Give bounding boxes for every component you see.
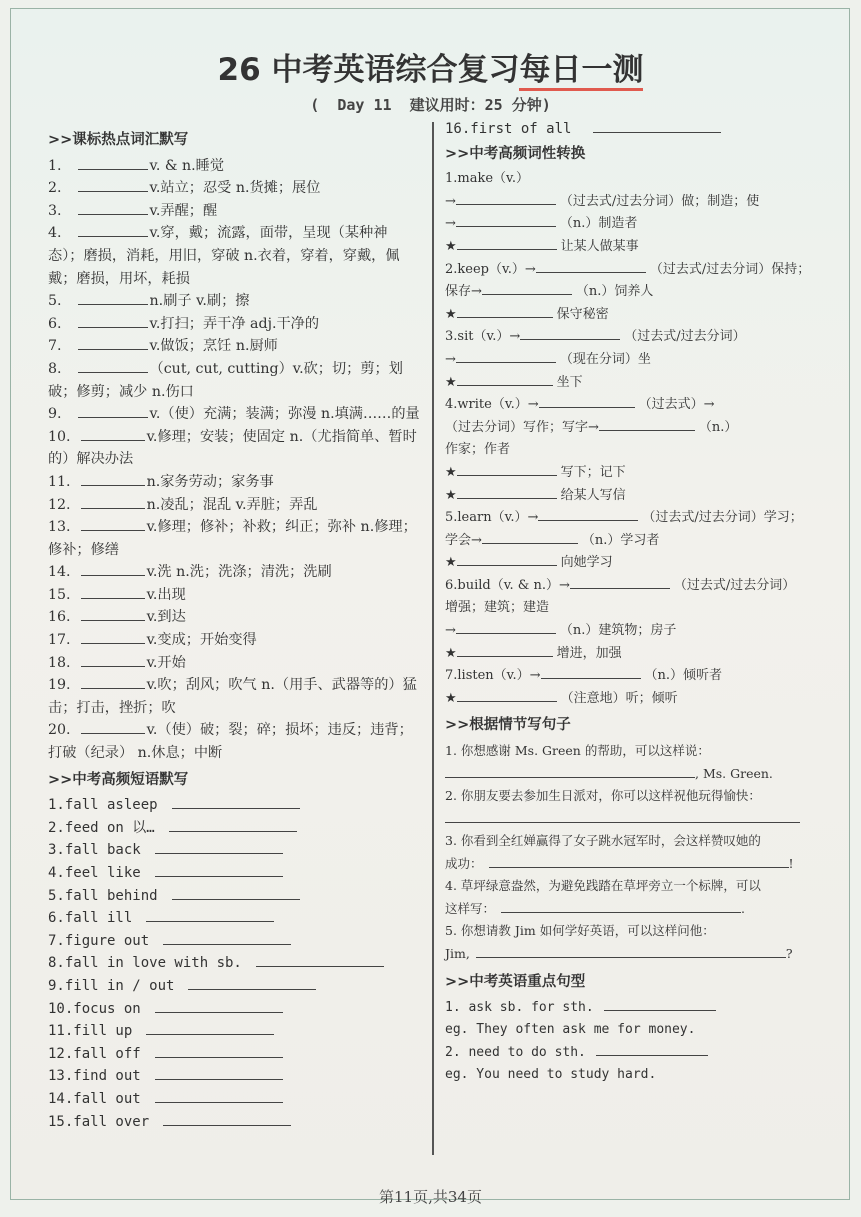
phrase-heading: >>中考高频短语默写 (48, 771, 189, 788)
vocab-list (48, 155, 420, 765)
vocab-item (48, 155, 420, 178)
pos-heading: >>中考高频词性转换 (445, 145, 586, 162)
phrase-text: 8.fall in love with sb. (48, 955, 242, 972)
answer-blank[interactable] (593, 119, 721, 133)
vocab-item (48, 200, 420, 223)
wordform-line (445, 620, 830, 643)
line-suffix: （过去式）→ (638, 397, 715, 413)
phrase-list (48, 794, 420, 1133)
column-divider (432, 122, 434, 1155)
vocab-item (48, 629, 420, 652)
vocab-item (48, 516, 420, 561)
phrase-item (48, 839, 420, 862)
answer-blank[interactable] (146, 908, 274, 922)
line-suffix: （过去式/过去分词） (673, 577, 796, 593)
item-number: 2. (48, 180, 62, 197)
answer-blank[interactable] (456, 213, 556, 227)
item-number: 13. (48, 519, 71, 536)
line-prefix: ★ (445, 238, 457, 254)
answer-blank[interactable] (457, 485, 557, 499)
answer-prefix: Jim, (445, 945, 470, 961)
answer-blank[interactable] (599, 417, 695, 431)
wordform-line (445, 259, 830, 282)
answer-blank[interactable] (457, 236, 557, 250)
answer-blank[interactable] (81, 517, 145, 531)
wordform-line (445, 213, 830, 236)
item-number: 12. (48, 496, 71, 513)
situation-answer-line (445, 943, 830, 966)
line-prefix: ★ (445, 464, 457, 480)
situation-answer-line (445, 763, 830, 786)
item-number: 5. (48, 293, 62, 310)
line-suffix: （n.）倾听者 (644, 668, 723, 684)
answer-blank[interactable] (81, 607, 145, 621)
pattern-text: eg. They often ask me for money. (445, 1022, 696, 1038)
phrase-item (48, 1020, 420, 1043)
phrase-item (48, 930, 420, 953)
line-suffix: （过去式/过去分词）学习； (642, 510, 803, 526)
vocab-item (48, 290, 420, 313)
phrase-text: 12.fall off (48, 1045, 141, 1062)
line-suffix: （n.）建筑物；房子 (559, 623, 677, 639)
phrase-item (48, 1065, 420, 1088)
answer-blank[interactable] (520, 326, 620, 340)
answer-blank[interactable] (155, 840, 283, 854)
answer-blank[interactable] (172, 886, 300, 900)
vocab-item (48, 335, 420, 358)
answer-blank[interactable] (541, 665, 641, 679)
line-prefix: 5.learn（v.）→ (445, 510, 539, 526)
line-suffix: 向她学习 (560, 555, 613, 571)
line-prefix: 3.sit（v.）→ (445, 329, 521, 345)
wordform-line (445, 326, 830, 349)
pattern-line (445, 997, 830, 1020)
wordform-line (445, 417, 830, 440)
answer-blank[interactable] (539, 394, 635, 408)
phrase-text: 13.find out (48, 1068, 141, 1085)
line-suffix: 让某人做某事 (560, 238, 639, 254)
item-meaning: （cut, cut, cutting）v.砍；切；剪；划破；修剪；减少 n.伤口 (48, 360, 403, 400)
phrase-item (48, 907, 420, 930)
item-meaning: v.到达 (146, 609, 186, 626)
wordform-line (445, 530, 830, 553)
vocab-item (48, 494, 420, 517)
item-number: 11. (48, 473, 71, 490)
line-suffix: （n.） (698, 419, 738, 435)
item-number: 14. (48, 564, 71, 581)
answer-blank[interactable] (457, 643, 553, 657)
wordform-line (445, 643, 830, 666)
answer-blank[interactable] (163, 1112, 291, 1126)
line-suffix: 坐下 (556, 374, 583, 390)
right-column (445, 118, 830, 1087)
vocab-item (48, 584, 420, 607)
answer-blank[interactable] (78, 178, 148, 192)
vocab-item (48, 719, 420, 764)
wordform-line (445, 575, 830, 598)
phrase-text: 1.fall asleep (48, 797, 158, 814)
line-prefix: 4.write（v.）→ (445, 397, 539, 413)
wordform-line (445, 665, 830, 688)
item-meaning: v.洗 n.洗；洗涤；清洗；洗刷 (146, 564, 332, 581)
answer-blank[interactable] (172, 795, 300, 809)
wordform-line (445, 688, 830, 711)
line-prefix: ★ (445, 645, 457, 661)
answer-blank[interactable] (78, 404, 148, 418)
phrase-text: 9.fill in / out (48, 977, 175, 994)
answer-blank[interactable] (456, 620, 556, 634)
wordform-line (445, 168, 830, 191)
answer-suffix: . (741, 900, 745, 916)
item-meaning: v.（使）破；裂；碎；损坏；违反；违背；打破（纪录） n.休息；中断 (48, 722, 413, 762)
line-prefix: 学会→ (445, 532, 482, 548)
answer-blank[interactable] (457, 304, 553, 318)
vocab-item (48, 471, 420, 494)
item-number: 10. (48, 428, 71, 445)
line-suffix: 写下；记下 (560, 464, 626, 480)
line-suffix: （注意地）听；倾听 (560, 690, 678, 706)
title-plain: 26 中考英语综合复习 (217, 52, 520, 88)
line-prefix: ★ (445, 555, 457, 571)
vocab-item (48, 674, 420, 719)
line-prefix: ★ (445, 690, 457, 706)
answer-blank[interactable] (146, 1021, 274, 1035)
line-prefix: → (445, 351, 456, 367)
answer-blank[interactable] (501, 899, 741, 913)
answer-blank[interactable] (482, 530, 578, 544)
pattern-list (445, 997, 830, 1087)
answer-blank[interactable] (169, 818, 297, 832)
vocab-item (48, 652, 420, 675)
item-meaning: v.弄醒；醒 (149, 202, 218, 219)
answer-blank[interactable] (482, 281, 572, 295)
pattern-heading: >>中考英语重点句型 (445, 974, 586, 991)
vocab-item (48, 313, 420, 336)
answer-blank[interactable] (81, 653, 145, 667)
phrase-item (48, 794, 420, 817)
wordform-line (445, 439, 830, 462)
wordform-line (445, 349, 830, 372)
wordform-line (445, 281, 830, 304)
line-prefix: 增强；建筑；建造 (445, 600, 550, 616)
answer-blank[interactable] (457, 462, 557, 476)
line-suffix: （n.）饲养人 (575, 284, 654, 300)
answer-blank[interactable] (81, 720, 145, 734)
situation-question: 3. 你看到全红婵赢得了女子跳水冠军时，会这样赞叹她的 (445, 833, 761, 849)
page-subtitle: ( Day 11 建议用时：25 分钟) (310, 96, 551, 114)
wordform-line (445, 597, 830, 620)
left-column (48, 127, 420, 1133)
answer-blank[interactable] (78, 291, 148, 305)
phrase-text: 4.feel like (48, 865, 141, 881)
answer-blank[interactable] (188, 976, 316, 990)
pattern-text: eg. You need to study hard. (445, 1067, 657, 1083)
answer-blank[interactable] (536, 259, 646, 273)
phrase-text: 6.fall ill (48, 910, 133, 927)
phrase-item (48, 1088, 420, 1111)
pos-list (445, 168, 830, 710)
page-number: 第11页,共34页 (379, 1188, 482, 1206)
line-prefix: → (445, 193, 456, 209)
answer-blank[interactable] (78, 336, 148, 350)
wordform-line (445, 394, 830, 417)
wordform-line (445, 552, 830, 575)
phrase-text: 14.fall out (48, 1090, 141, 1107)
line-prefix: 7.listen（v.）→ (445, 668, 541, 684)
vocab-item (48, 561, 420, 584)
item-meaning: v.做饭；烹饪 n.厨师 (149, 338, 278, 355)
pattern-line (445, 1019, 830, 1042)
answer-blank[interactable] (445, 764, 695, 778)
pattern-text: 2. need to do sth. (445, 1044, 586, 1060)
page-title (0, 44, 861, 89)
item-meaning: v.开始 (146, 654, 186, 671)
line-prefix: 作家；作者 (445, 442, 511, 458)
item-meaning: v.变成；开始变得 (146, 632, 257, 649)
item-number: 7. (48, 338, 62, 355)
answer-blank[interactable] (457, 372, 553, 386)
wordform-line (445, 304, 830, 327)
line-prefix: ★ (445, 306, 457, 322)
answer-blank[interactable] (81, 562, 145, 576)
line-prefix: （过去分词）写作；写字→ (445, 419, 599, 435)
answer-blank[interactable] (163, 931, 291, 945)
answer-blank[interactable] (78, 223, 148, 237)
line-prefix: 1.make（v.） (445, 171, 529, 187)
answer-blank[interactable] (155, 1089, 283, 1103)
line-suffix: （过去式/过去分词）保持； (649, 261, 811, 277)
phrase-item (48, 998, 420, 1021)
situation-question: 5. 你想请教 Jim 如何学好英语，可以这样问他： (445, 923, 715, 939)
wordform-line (445, 236, 830, 259)
situation-answer-line (445, 898, 830, 921)
phrase-text: 15.fall over (48, 1113, 150, 1130)
answer-blank[interactable] (81, 472, 145, 486)
item-meaning: n.家务劳动；家务事 (146, 473, 274, 490)
situation-question: 1. 你想感谢 Ms. Green 的帮助，可以这样说： (445, 743, 710, 759)
vocab-item (48, 426, 420, 471)
vocab-item (48, 177, 420, 200)
phrase-16 (445, 118, 830, 141)
phrase-text: 2.feed on 以… (48, 819, 155, 836)
item-meaning: v.吹；刮风；吹气 n.（用手、武器等的）猛击；打击，挫折；吹 (48, 677, 417, 716)
line-suffix: （n.）学习者 (581, 532, 660, 548)
line-prefix: → (445, 623, 456, 639)
phrase-item (48, 1111, 420, 1134)
item-number: 20. (48, 722, 71, 739)
line-suffix: （过去式/过去分词） (624, 329, 746, 345)
item-number: 8. (48, 360, 62, 377)
wordform-line (445, 507, 830, 530)
pattern-line (445, 1042, 830, 1065)
pattern-text: 1. ask sb. for sth. (445, 999, 594, 1015)
answer-blank[interactable] (81, 630, 145, 644)
answer-blank[interactable] (457, 552, 557, 566)
answer-blank[interactable] (155, 1044, 283, 1058)
answer-blank[interactable] (445, 809, 800, 823)
item-meaning: v.（使）充满；装满；弥漫 n.填满……的量 (149, 406, 420, 423)
item-number: 15. (48, 586, 71, 603)
line-suffix: 给某人写信 (560, 487, 626, 503)
answer-suffix: ? (785, 945, 793, 961)
line-suffix: （现在分词）坐 (559, 351, 651, 367)
answer-prefix: 这样写： (445, 900, 496, 916)
answer-blank[interactable] (81, 585, 145, 599)
answer-blank[interactable] (78, 359, 148, 373)
situation-question: 4. 草坪绿意盎然，为避免践踏在草坪旁立一个标牌，可以 (445, 878, 761, 894)
line-prefix: ★ (445, 487, 457, 503)
item-number: 17. (48, 632, 71, 649)
vocab-item (48, 403, 420, 426)
answer-blank[interactable] (596, 1042, 708, 1056)
answer-blank[interactable] (155, 1066, 283, 1080)
vocab-heading: >>课标热点词汇默写 (48, 132, 189, 148)
phrase-text: 7.figure out (48, 932, 150, 949)
answer-blank[interactable] (78, 314, 148, 328)
wordform-line (445, 191, 830, 214)
answer-blank[interactable] (456, 349, 556, 363)
situation-list (445, 740, 830, 965)
line-prefix: → (445, 216, 456, 232)
item-number: 6. (48, 315, 62, 332)
answer-blank[interactable] (81, 675, 145, 689)
pattern-line (445, 1064, 830, 1087)
wordform-line (445, 485, 830, 508)
item-meaning: v.修理；修补；补救；纠正；弥补 n.修理；修补；修缮 (48, 519, 417, 558)
answer-blank[interactable] (78, 201, 148, 215)
item-number: 9. (48, 406, 62, 423)
line-suffix: 保守秘密 (556, 306, 609, 322)
answer-blank[interactable] (81, 495, 145, 509)
answer-blank[interactable] (256, 953, 384, 967)
item-meaning: v.出现 (146, 586, 186, 603)
phrase-text: 3.fall back (48, 842, 141, 859)
line-suffix: （过去式/过去分词）做；制造；使 (559, 193, 760, 209)
wordform-line (445, 462, 830, 485)
item-meaning: n.刷子 v.刷；擦 (149, 293, 250, 310)
situation-question: 2. 你朋友要去参加生日派对，你可以这样祝他玩得愉快： (445, 788, 761, 804)
phrase-item (48, 885, 420, 908)
item-number: 3. (48, 202, 62, 219)
item-number: 16. (48, 609, 71, 626)
answer-blank[interactable] (81, 427, 145, 441)
line-prefix: 2.keep（v.）→ (445, 261, 536, 277)
item-meaning: v. & n.睡觉 (149, 157, 225, 174)
phrase-text: 10.focus on (48, 1000, 141, 1017)
item-number: 1. (48, 157, 62, 174)
answer-prefix: 成功： (445, 855, 483, 871)
answer-blank[interactable] (476, 944, 786, 958)
answer-blank[interactable] (456, 191, 556, 205)
answer-blank[interactable] (457, 688, 557, 702)
phrase-text: 16.first of all (445, 121, 572, 137)
item-meaning: v.打扫；弄干净 adj.干净的 (149, 315, 320, 332)
line-suffix: （n.）制造者 (559, 216, 638, 232)
answer-blank[interactable] (570, 575, 670, 589)
item-number: 18. (48, 654, 71, 671)
wordform-line (445, 372, 830, 395)
item-number: 4. (48, 225, 62, 242)
vocab-item (48, 606, 420, 629)
answer-blank[interactable] (155, 863, 283, 877)
answer-blank[interactable] (489, 854, 789, 868)
phrase-text: 5.fall behind (48, 887, 158, 904)
item-number: 19. (48, 677, 71, 694)
item-meaning: n.凌乱；混乱 v.弄脏；弄乱 (146, 496, 318, 513)
vocab-item (48, 222, 420, 290)
answer-blank[interactable] (604, 997, 716, 1011)
item-meaning: v.站立；忍受 n.货摊；展位 (149, 180, 321, 197)
answer-suffix: , Ms. Green. (695, 765, 773, 781)
answer-blank[interactable] (538, 507, 638, 521)
situation-answer-line (445, 853, 830, 876)
phrase-text: 11.fill up (48, 1023, 133, 1040)
title-underlined: 每日一测 (519, 52, 643, 91)
vocab-item (48, 358, 420, 403)
answer-blank[interactable] (78, 156, 148, 170)
item-meaning: v.穿，戴；流露，面带，呈现（某种神态）；磨损，消耗，用旧，穿破 n.衣着，穿着，穿戴，佩戴；磨损，用坏，耗损 (48, 225, 400, 287)
situation-answer-line (445, 808, 830, 831)
line-prefix: ★ (445, 374, 457, 390)
phrase-item (48, 975, 420, 998)
answer-blank[interactable] (155, 999, 283, 1013)
line-prefix: 6.build（v. & n.）→ (445, 577, 570, 593)
answer-suffix: ! (788, 855, 794, 871)
phrase-item (48, 817, 420, 840)
line-prefix: 保存→ (445, 284, 482, 300)
phrase-item (48, 862, 420, 885)
situation-heading: >>根据情节写句子 (445, 717, 571, 734)
line-suffix: 增进，加强 (556, 645, 622, 661)
item-meaning: v.修理；安装；使固定 n.（尤指简单、暂时的）解决办法 (48, 428, 417, 468)
phrase-item (48, 1043, 420, 1066)
phrase-item (48, 952, 420, 975)
